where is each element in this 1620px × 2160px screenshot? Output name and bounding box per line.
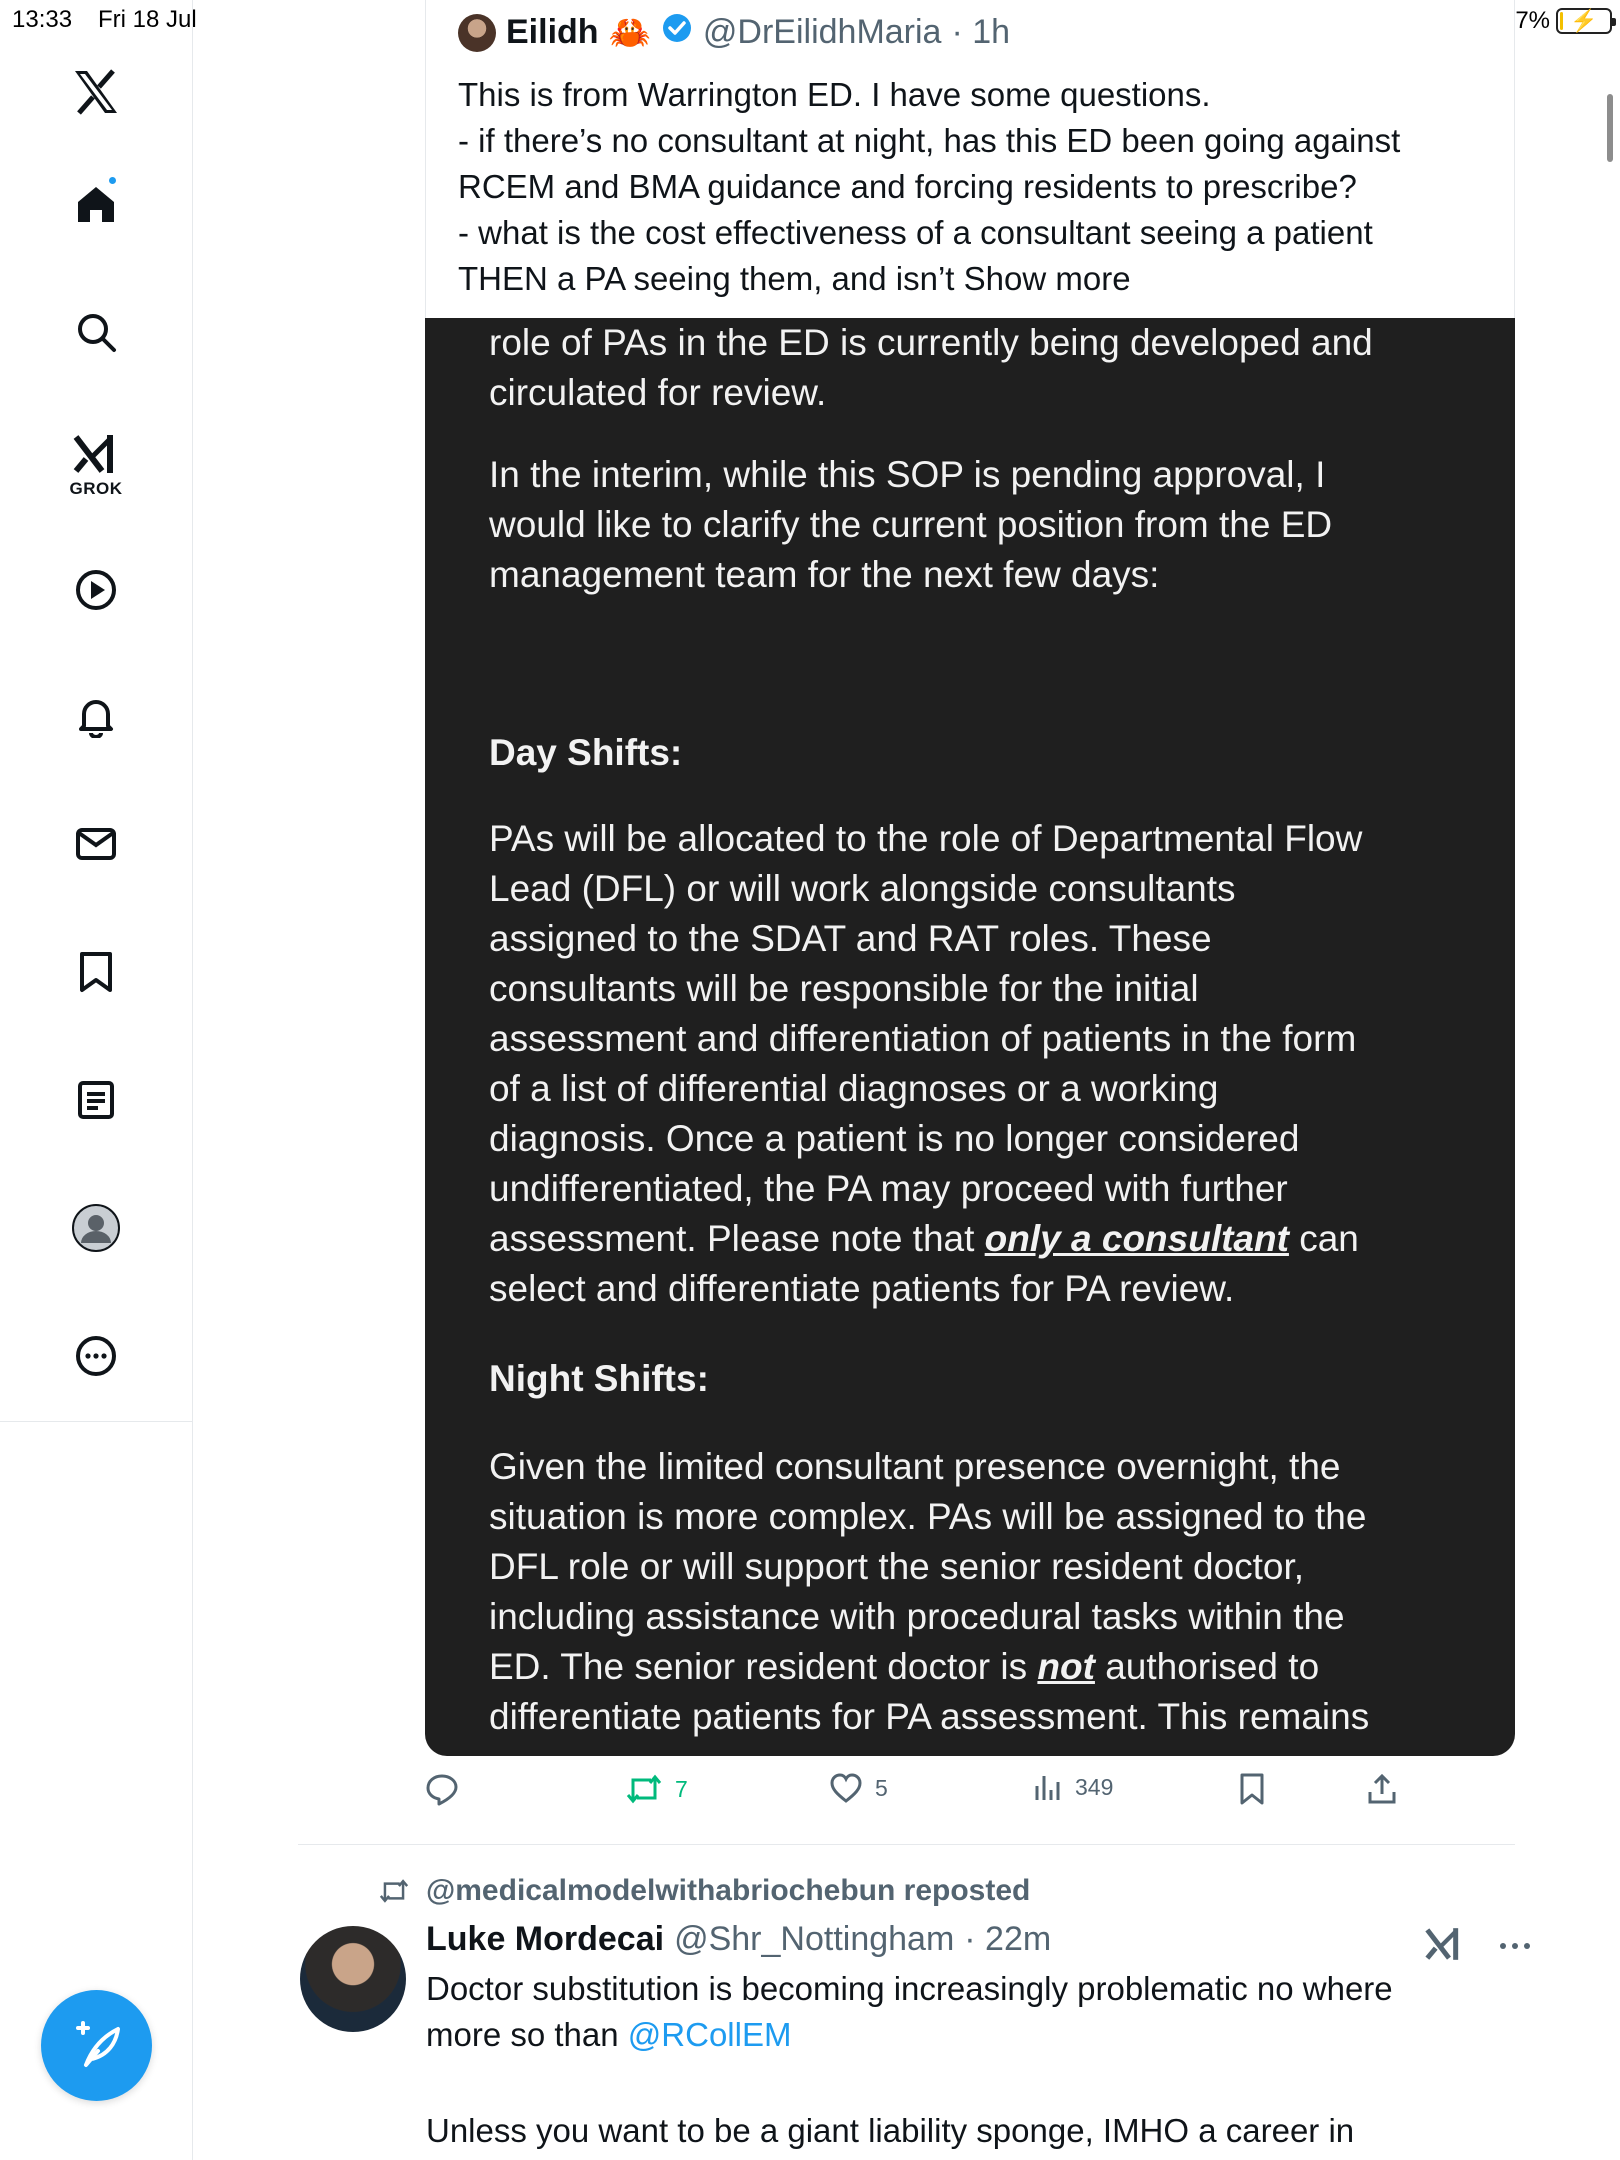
reply-line bbox=[426, 2012, 1486, 2058]
image-line: including assistance with procedural tasks within the bbox=[489, 1596, 1345, 1637]
author-avatar[interactable] bbox=[458, 14, 496, 52]
more-menu-icon[interactable] bbox=[1498, 1938, 1532, 1956]
repost-banner[interactable] bbox=[378, 1874, 1030, 1908]
image-line: consultants will be responsible for the initial bbox=[489, 968, 1199, 1009]
reply-line: Unless you want to be a giant liability sponge, IMHO a career in bbox=[426, 2112, 1355, 2149]
tweet-line: RCEM and BMA guidance and forcing residents to prescribe? bbox=[458, 168, 1357, 205]
repost-icon bbox=[625, 1772, 663, 1806]
status-time: 13:33 bbox=[12, 6, 73, 33]
image-line bbox=[489, 1642, 1449, 1692]
views-chart-icon bbox=[1033, 1772, 1063, 1802]
like-count: 5 bbox=[875, 1774, 888, 1801]
tweet-divider bbox=[298, 1844, 1515, 1845]
compose-feather-icon bbox=[70, 2019, 124, 2073]
bookmarks-icon[interactable] bbox=[0, 944, 192, 1000]
reply-line: Doctor substitution is becoming increasingly problematic no where bbox=[426, 1970, 1393, 2007]
reply-header bbox=[426, 1920, 1051, 1959]
x-logo-icon[interactable] bbox=[0, 62, 192, 122]
image-line: DFL role or will support the senior resident doctor, bbox=[489, 1546, 1305, 1587]
reply-author-avatar[interactable] bbox=[300, 1926, 406, 2032]
tweet-line-text: THEN a PA seeing them, and isn’t bbox=[458, 260, 964, 297]
reply-author-name[interactable]: Luke Mordecai bbox=[426, 1920, 665, 1958]
tweet-header bbox=[458, 12, 1010, 53]
image-line: assigned to the SDAT and RAT roles. These bbox=[489, 918, 1212, 959]
like-button[interactable] bbox=[829, 1772, 888, 1804]
image-line: of a list of differential diagnoses or a working bbox=[489, 1068, 1219, 1109]
image-text: can bbox=[1288, 1218, 1359, 1259]
image-line: management team for the next few days: bbox=[489, 554, 1160, 595]
tweet-line: This is from Warrington ED. I have some questions. bbox=[458, 76, 1211, 113]
show-more-link[interactable]: Show more bbox=[963, 260, 1131, 297]
image-line: situation is more complex. PAs will be assigned to the bbox=[489, 1496, 1367, 1537]
image-line bbox=[489, 1214, 1449, 1264]
reply-tools bbox=[1424, 1926, 1532, 1967]
tweet-age: · 1h bbox=[951, 13, 1011, 51]
reply-line-text: more so than bbox=[426, 2016, 628, 2053]
video-play-icon[interactable] bbox=[0, 562, 192, 618]
reply-text bbox=[426, 1966, 1486, 2058]
bookmark-button[interactable] bbox=[1237, 1772, 1267, 1806]
image-line: diagnosis. Once a patient is no longer considered bbox=[489, 1118, 1300, 1159]
grok-explain-icon[interactable] bbox=[1424, 1926, 1464, 1967]
search-icon[interactable] bbox=[0, 304, 192, 360]
share-icon bbox=[1365, 1772, 1399, 1806]
image-intro bbox=[489, 318, 1449, 418]
heart-icon bbox=[829, 1772, 863, 1804]
image-line: circulated for review. bbox=[489, 372, 827, 413]
night-shifts-body bbox=[489, 1442, 1449, 1742]
tweet-action-bar bbox=[425, 1772, 1515, 1822]
repost-small-icon bbox=[378, 1877, 410, 1905]
sidebar-nav bbox=[0, 0, 193, 1422]
tweet-line bbox=[458, 256, 1488, 302]
author-handle[interactable]: @DrEilidhMaria bbox=[702, 13, 942, 51]
status-date: Fri 18 Jul bbox=[98, 6, 197, 33]
scrollbar[interactable] bbox=[1607, 94, 1613, 162]
image-line: would like to clarify the current position from the ED bbox=[489, 504, 1333, 545]
image-line: undifferentiated, the PA may proceed with further bbox=[489, 1168, 1288, 1209]
emphasis-text: not bbox=[1037, 1646, 1095, 1687]
image-line: select and differentiate patients for PA review. bbox=[489, 1268, 1235, 1309]
tweet-image[interactable] bbox=[425, 318, 1515, 1756]
image-line: PAs will be allocated to the role of Departmental Flow bbox=[489, 818, 1363, 859]
night-shifts-heading: Night Shifts: bbox=[489, 1358, 709, 1399]
tweet-line: - what is the cost effectiveness of a consultant seeing a patient bbox=[458, 214, 1373, 251]
battery-icon: ⚡ bbox=[1556, 8, 1612, 34]
bookmark-icon bbox=[1237, 1772, 1267, 1806]
image-interim bbox=[489, 450, 1449, 600]
views-button[interactable] bbox=[1033, 1772, 1113, 1802]
messages-envelope-icon[interactable] bbox=[0, 816, 192, 872]
day-shifts-body bbox=[489, 814, 1449, 1314]
grok-icon[interactable] bbox=[0, 430, 192, 502]
repost-count: 7 bbox=[675, 1775, 688, 1802]
image-line: In the interim, while this SOP is pending approval, I bbox=[489, 454, 1326, 495]
battery-percent: 7% bbox=[1515, 6, 1550, 34]
views-count: 349 bbox=[1075, 1773, 1114, 1800]
home-icon[interactable] bbox=[0, 176, 192, 232]
image-text: authorised to bbox=[1094, 1646, 1320, 1687]
grok-label: GROK bbox=[69, 479, 123, 498]
tweet-text bbox=[458, 72, 1488, 302]
day-shifts-heading: Day Shifts: bbox=[489, 732, 683, 773]
image-line: differentiate patients for PA assessment. This remains bbox=[489, 1696, 1370, 1737]
image-line: assessment and differentiation of patients in the form bbox=[489, 1018, 1357, 1059]
crab-emoji: 🦀 bbox=[608, 13, 651, 52]
share-button[interactable] bbox=[1365, 1772, 1399, 1806]
repost-banner-text: @medicalmodelwithabriochebun reposted bbox=[426, 1874, 1031, 1907]
articles-icon[interactable] bbox=[0, 1072, 192, 1128]
mention-link[interactable]: @RCollEM bbox=[627, 2016, 792, 2053]
reply-icon bbox=[425, 1772, 459, 1806]
reply-button[interactable] bbox=[425, 1772, 459, 1806]
verified-badge-icon bbox=[661, 12, 693, 53]
image-line: role of PAs in the ED is currently being developed and bbox=[489, 322, 1373, 363]
image-line: Given the limited consultant presence overnight, the bbox=[489, 1446, 1341, 1487]
author-name[interactable]: Eilidh bbox=[506, 13, 599, 51]
reply-age: · 22m bbox=[964, 1920, 1052, 1958]
emphasis-text: only a consultant bbox=[984, 1218, 1289, 1259]
image-text: ED. The senior resident doctor is bbox=[489, 1646, 1038, 1687]
compose-post-button[interactable] bbox=[41, 1990, 152, 2101]
profile-avatar-icon[interactable] bbox=[0, 1200, 192, 1256]
image-line: Lead (DFL) or will work alongside consultants bbox=[489, 868, 1236, 909]
image-text: assessment. Please note that bbox=[489, 1218, 985, 1259]
tweet-line: - if there’s no consultant at night, has this ED been going against bbox=[458, 122, 1401, 159]
more-options-icon[interactable] bbox=[0, 1328, 192, 1384]
reply-author-handle[interactable]: @Shr_Nottingham bbox=[674, 1920, 955, 1958]
notifications-bell-icon[interactable] bbox=[0, 688, 192, 744]
repost-button[interactable] bbox=[625, 1772, 688, 1806]
tweet-card[interactable] bbox=[425, 0, 1515, 320]
sidebar-divider bbox=[192, 1422, 193, 2160]
